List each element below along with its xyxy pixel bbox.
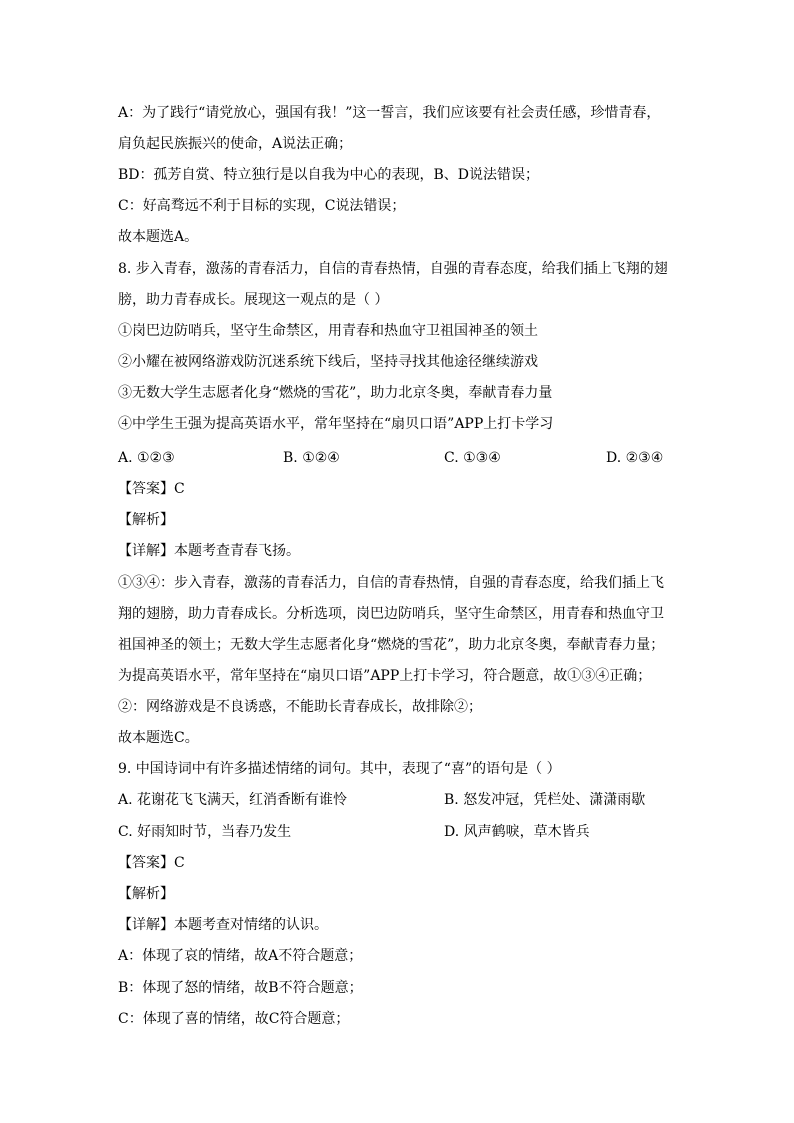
q7-conclusion: 故本题选A。: [118, 229, 199, 245]
q9-option-c: C. 好雨知时节，当春乃发生: [118, 824, 292, 840]
q8-explanation-3: 祖国神圣的领土；无数大学生志愿者化身“燃烧的雪花”，助力北京冬奥，奉献青春力量；: [118, 637, 665, 653]
q8-analysis-heading: 【解析】: [118, 512, 174, 528]
q9-detail: 【详解】本题考查对情绪的认识。: [118, 917, 328, 933]
q9-analysis-heading: 【解析】: [118, 886, 174, 902]
q9-option-a: A. 花谢花飞飞满天，红消香断有谁怜: [118, 792, 348, 808]
q8-stem-line2: 膀，助力青春成长。展现这一观点的是（ ）: [118, 292, 389, 308]
q8-option-b: B. ①②④: [283, 450, 340, 466]
q8-item-1: ①岗巴边防哨兵，坚守生命禁区，用青春和热血守卫祖国神圣的领土: [118, 323, 538, 339]
q8-item-4: ④中学生王强为提高英语水平，常年坚持在“扇贝口语”APP上打卡学习: [118, 416, 554, 432]
q8-explanation-5: ②：网络游戏是不良诱惑，不能助长青春成长，故排除②；: [118, 699, 482, 715]
q9-option-b: B. 怒发冲冠，凭栏处、潇潇雨歇: [444, 792, 646, 808]
q8-option-d: D. ②③④: [606, 450, 664, 466]
q9-explanation-a: A：体现了哀的情绪，故A不符合题意；: [118, 948, 363, 964]
q8-item-3: ③无数大学生志愿者化身“燃烧的雪花”，助力北京冬奥，奉献青春力量: [118, 385, 553, 401]
q8-conclusion: 故本题选C。: [118, 730, 199, 746]
q7-explanation-a: A：为了践行“请党放心，强国有我！”这一誓言，我们应该要有社会责任感，珍惜青春，: [118, 105, 661, 121]
q8-option-c: C. ①③④: [444, 450, 501, 466]
q9-answer: 【答案】C: [118, 855, 185, 871]
q8-item-2: ②小耀在被网络游戏防沉迷系统下线后，坚持寻找其他途径继续游戏: [118, 354, 538, 370]
q8-explanation-4: 为提高英语水平，常年坚持在“扇贝口语”APP上打卡学习，符合题意，故①③④正确；: [118, 668, 652, 684]
q8-detail: 【详解】本题考查青春飞扬。: [118, 543, 300, 559]
q7-explanation-bd: BD：孤芳自赏、特立独行是以自我为中心的表现，B、D说法错误；: [118, 167, 540, 183]
q9-explanation-b: B：体现了怒的情绪，故B不符合题意；: [118, 980, 363, 996]
q7-explanation-c: C：好高骛远不利于目标的实现，C说法错误；: [118, 198, 406, 214]
q9-explanation-c: C：体现了喜的情绪，故C符合题意；: [118, 1011, 350, 1027]
q8-explanation-2: 翔的翅膀，助力青春成长。分析选项，岗巴边防哨兵，坚守生命禁区，用青春和热血守卫: [118, 606, 664, 622]
q9-stem: 9. 中国诗词中有许多描述情绪的词句。其中，表现了“喜”的语句是（ ）: [118, 761, 561, 777]
q8-explanation-1: ①③④：步入青春，激荡的青春活力，自信的青春热情，自强的青春态度，给我们插上飞: [118, 575, 664, 591]
q8-stem-line1: 8. 步入青春，激荡的青春活力，自信的青春热情，自强的青春态度，给我们插上飞翔的翅: [118, 261, 668, 277]
q8-option-a: A. ①②③: [118, 450, 175, 466]
q9-option-d: D. 风声鹤唳，草木皆兵: [444, 824, 590, 840]
q8-answer: 【答案】C: [118, 481, 185, 497]
q7-explanation-a-cont: 肩负起民族振兴的使命，A说法正确；: [118, 136, 353, 152]
